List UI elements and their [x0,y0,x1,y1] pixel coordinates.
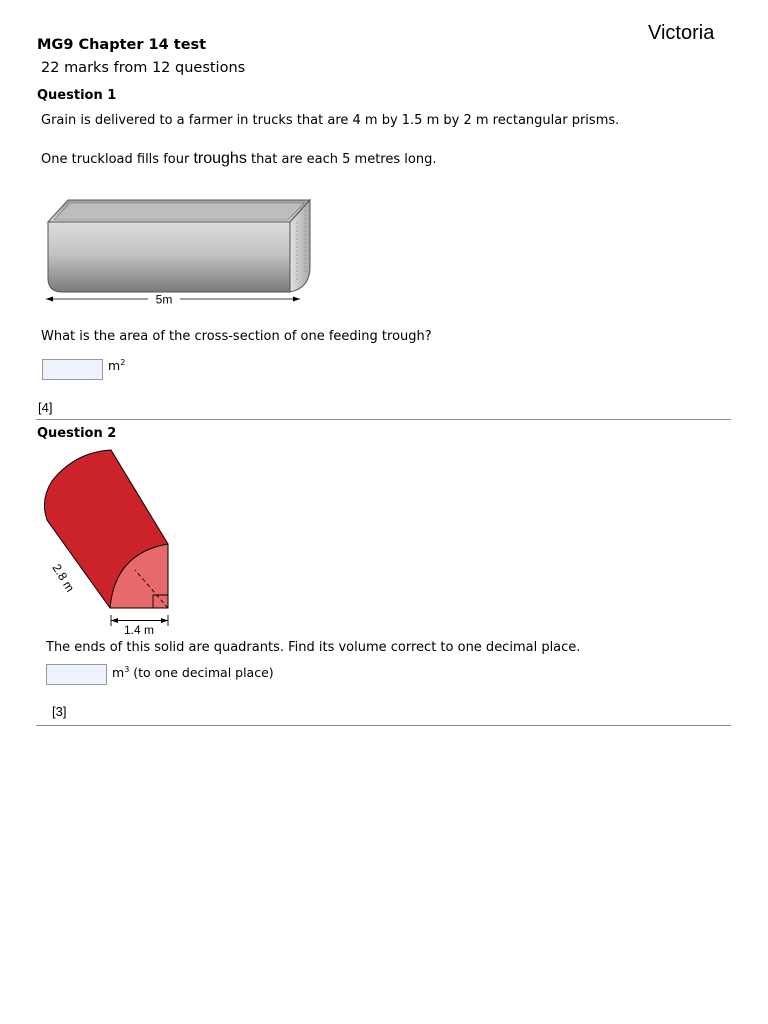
student-name: Victoria [648,22,715,44]
question-divider [36,725,731,726]
question-2-answer-input[interactable] [46,664,107,685]
question-1-marks: [4] [38,400,53,415]
question-1-prompt: What is the area of the cross-section of one feeding trough? [41,329,432,344]
unit-power: 2 [120,358,126,367]
trough-figure [40,192,320,312]
question-1-heading: Question 1 [37,88,117,103]
length-label: 5m [155,292,173,307]
question-2-heading: Question 2 [37,426,117,441]
line-2-start: One truckload fills four [41,152,190,167]
test-title: MG9 Chapter 14 test [37,37,207,53]
quadrant-prism-figure [40,445,180,640]
marks-text: marks from 12 questions [64,60,246,76]
question-1-text-line-2 [41,150,436,168]
question-2-unit [112,665,274,680]
question-1-unit [108,358,125,373]
marks-count: 22 [41,60,60,76]
unit-power: 3 [124,665,130,674]
unit-base: m [112,665,125,680]
test-marks-summary [41,60,245,76]
length-label: 2.8 m [49,561,78,595]
line-2-end: that are each 5 metres long. [250,152,437,167]
question-2-marks: [3] [52,704,67,719]
question-2-prompt: The ends of this solid are quadrants. Find its volume correct to one decimal place. [46,640,581,655]
question-1-answer-input[interactable] [42,359,103,380]
unit-suffix: (to one decimal place) [133,665,274,680]
radius-label: 1.4 m [123,623,155,637]
unit-base: m [108,358,121,373]
question-1-text-line-1: Grain is delivered to a farmer in trucks that are 4 m by 1.5 m by 2 m rectangular prisms. [41,113,620,128]
highlighted-word: troughs [193,150,247,167]
question-divider [36,419,731,420]
